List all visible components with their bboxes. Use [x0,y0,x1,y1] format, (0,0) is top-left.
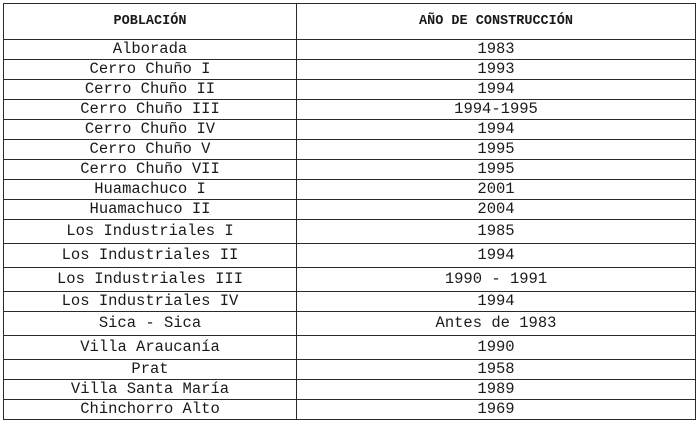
table-row [4,120,696,140]
cell-anio: Antes de 1983 [297,312,696,336]
cell-anio: 1990 [297,336,696,360]
table-row [4,40,696,60]
table-row [4,100,696,120]
cell-anio: 1994 [297,120,696,140]
construction-year-table [3,3,696,420]
cell-poblacion: Huamachuco I [4,180,297,200]
cell-anio: 1985 [297,220,696,244]
header-row [4,4,696,40]
cell-poblacion: Cerro Chuño IV [4,120,297,140]
cell-anio: 1995 [297,160,696,180]
table-row [4,360,696,380]
cell-poblacion: Prat [4,360,297,380]
header-poblacion: POBLACIÓN [4,4,297,40]
header-anio-construccion: AÑO DE CONSTRUCCIÓN [297,4,696,40]
cell-poblacion: Sica - Sica [4,312,297,336]
table-row [4,268,696,292]
cell-anio: 1994 [297,292,696,312]
cell-anio: 1958 [297,360,696,380]
table-row [4,160,696,180]
cell-poblacion: Cerro Chuño I [4,60,297,80]
table-row [4,80,696,100]
cell-poblacion: Chinchorro Alto [4,400,297,420]
cell-anio: 1989 [297,380,696,400]
table-row [4,200,696,220]
cell-poblacion: Cerro Chuño VII [4,160,297,180]
cell-anio: 1994 [297,80,696,100]
cell-anio: 1993 [297,60,696,80]
cell-poblacion: Huamachuco II [4,200,297,220]
cell-anio: 1983 [297,40,696,60]
cell-anio: 1994 [297,244,696,268]
table-row [4,140,696,160]
table-row [4,180,696,200]
cell-poblacion: Cerro Chuño II [4,80,297,100]
cell-anio: 1969 [297,400,696,420]
cell-poblacion: Los Industriales I [4,220,297,244]
cell-anio: 2004 [297,200,696,220]
cell-poblacion: Los Industriales III [4,268,297,292]
cell-anio: 2001 [297,180,696,200]
table-row [4,244,696,268]
cell-anio: 1995 [297,140,696,160]
cell-anio: 1994-1995 [297,100,696,120]
cell-poblacion: Los Industriales IV [4,292,297,312]
cell-poblacion: Alborada [4,40,297,60]
cell-poblacion: Cerro Chuño V [4,140,297,160]
table-row [4,220,696,244]
cell-anio: 1990 - 1991 [297,268,696,292]
table-row [4,292,696,312]
table-row [4,60,696,80]
cell-poblacion: Villa Santa María [4,380,297,400]
cell-poblacion: Cerro Chuño III [4,100,297,120]
table-row [4,312,696,336]
table-row [4,400,696,420]
table-row [4,380,696,400]
table-row [4,336,696,360]
cell-poblacion: Los Industriales II [4,244,297,268]
cell-poblacion: Villa Araucanía [4,336,297,360]
